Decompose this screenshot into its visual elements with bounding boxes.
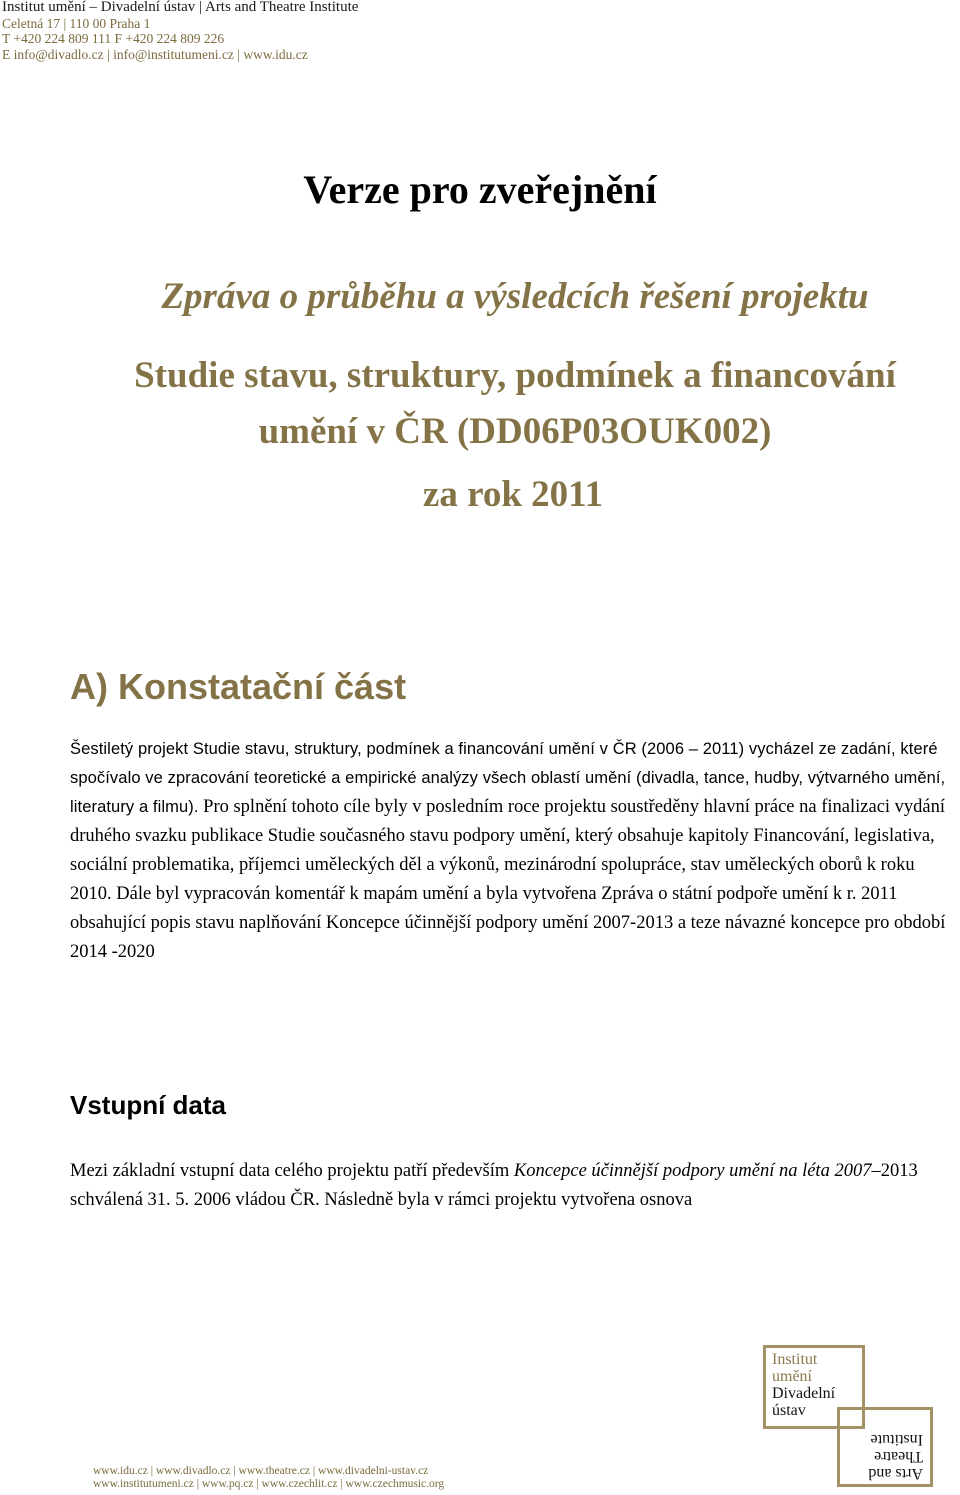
public-version-title: Verze pro zveřejnění bbox=[303, 167, 657, 212]
section-b-text-2: –2013 schválená 31. 5. 2006 vládou ČR. Následně byla v rámci projektu vytvořena osnova bbox=[70, 1161, 918, 1210]
letterhead bbox=[2, 0, 358, 62]
logo-line-3: Divadelní bbox=[772, 1385, 836, 1402]
project-title-line-1: Studie stavu, struktury, podmínek a financování bbox=[134, 355, 896, 396]
logo-line-1: Institut bbox=[772, 1351, 818, 1368]
section-b-text-1: Mezi základní vstupní data celého projektu patří především bbox=[70, 1161, 514, 1181]
project-title-line-2: umění v ČR (DD06P03OUK002) bbox=[258, 411, 772, 452]
letterhead-phone: T +420 224 809 111 F +420 224 809 226 bbox=[2, 31, 225, 46]
section-b-paragraph bbox=[70, 1157, 960, 1215]
logo-rotated-text bbox=[853, 1428, 923, 1482]
logo-line-2: umění bbox=[772, 1368, 812, 1385]
footer-line-2: www.institutumeni.cz | www.pq.cz | www.czechlit.cz | www.czechmusic.org bbox=[93, 1478, 445, 1490]
section-a-text-sans: Šestiletý projekt Studie stavu, struktury, podmínek a financování umění v ČR (2006 – 2011) vycházel ze zadání, které spočívalo ve zpracování teoretické a empirické analýzy všech oblastí umění (divadla, tance, hudby, výtvarného umění, literatury a filmu). bbox=[70, 740, 946, 816]
section-b-text-italic: Koncepce účinnější podpory umění na léta 2007 bbox=[513, 1161, 872, 1181]
section-a-paragraph bbox=[70, 735, 960, 967]
year-title: za rok 2011 bbox=[422, 474, 604, 515]
footer-links bbox=[93, 1465, 444, 1491]
footer-line-1: www.idu.cz | www.divadlo.cz | www.theatre.cz | www.divadelni-ustav.cz bbox=[93, 1465, 429, 1477]
logo-rot-line-3: Institute bbox=[870, 1431, 923, 1448]
institute-logo bbox=[763, 1345, 933, 1485]
report-title: Zpráva o průběhu a výsledcích řešení projektu bbox=[161, 276, 869, 317]
letterhead-institution: Institut umění – Divadelní ústav | Arts and Theatre Institute bbox=[2, 0, 359, 15]
section-a-text-serif: Pro splnění tohoto cíle byly v posledním roce projektu soustředěny hlavní práce na finalizaci vydání druhého svazku publikace Studie současného stavu podpory umění, který obsahuje kapitoly Financování, legislativa, sociální problematika, příjemci uměleckých děl a výkonů, mezinárodní spolupráce, stav uměleckých oborů k roku 2010. Dále byl vypracován komentář k mapám umění a byla vytvořena Zpráva o státní podpoře umění k r. 2011 obsahující popis stavu naplňování Koncepce účinnější podpory umění 2007-2013 a teze návazné koncepce pro období 2014 -2020 bbox=[70, 797, 946, 962]
letterhead-email: E info@divadlo.cz | info@institutumeni.cz | www.idu.cz bbox=[2, 46, 308, 62]
project-title bbox=[0, 348, 960, 460]
logo-rot-line-1: Arts and bbox=[868, 1465, 923, 1482]
letterhead-address: Celetná 17 | 110 00 Praha 1 bbox=[2, 15, 151, 31]
logo-line-4: ústav bbox=[772, 1402, 806, 1419]
logo-rot-line-2: Theatre bbox=[874, 1448, 923, 1465]
section-b-heading: Vstupní data bbox=[70, 1090, 227, 1120]
section-a-heading: A) Konstatační část bbox=[70, 666, 407, 707]
